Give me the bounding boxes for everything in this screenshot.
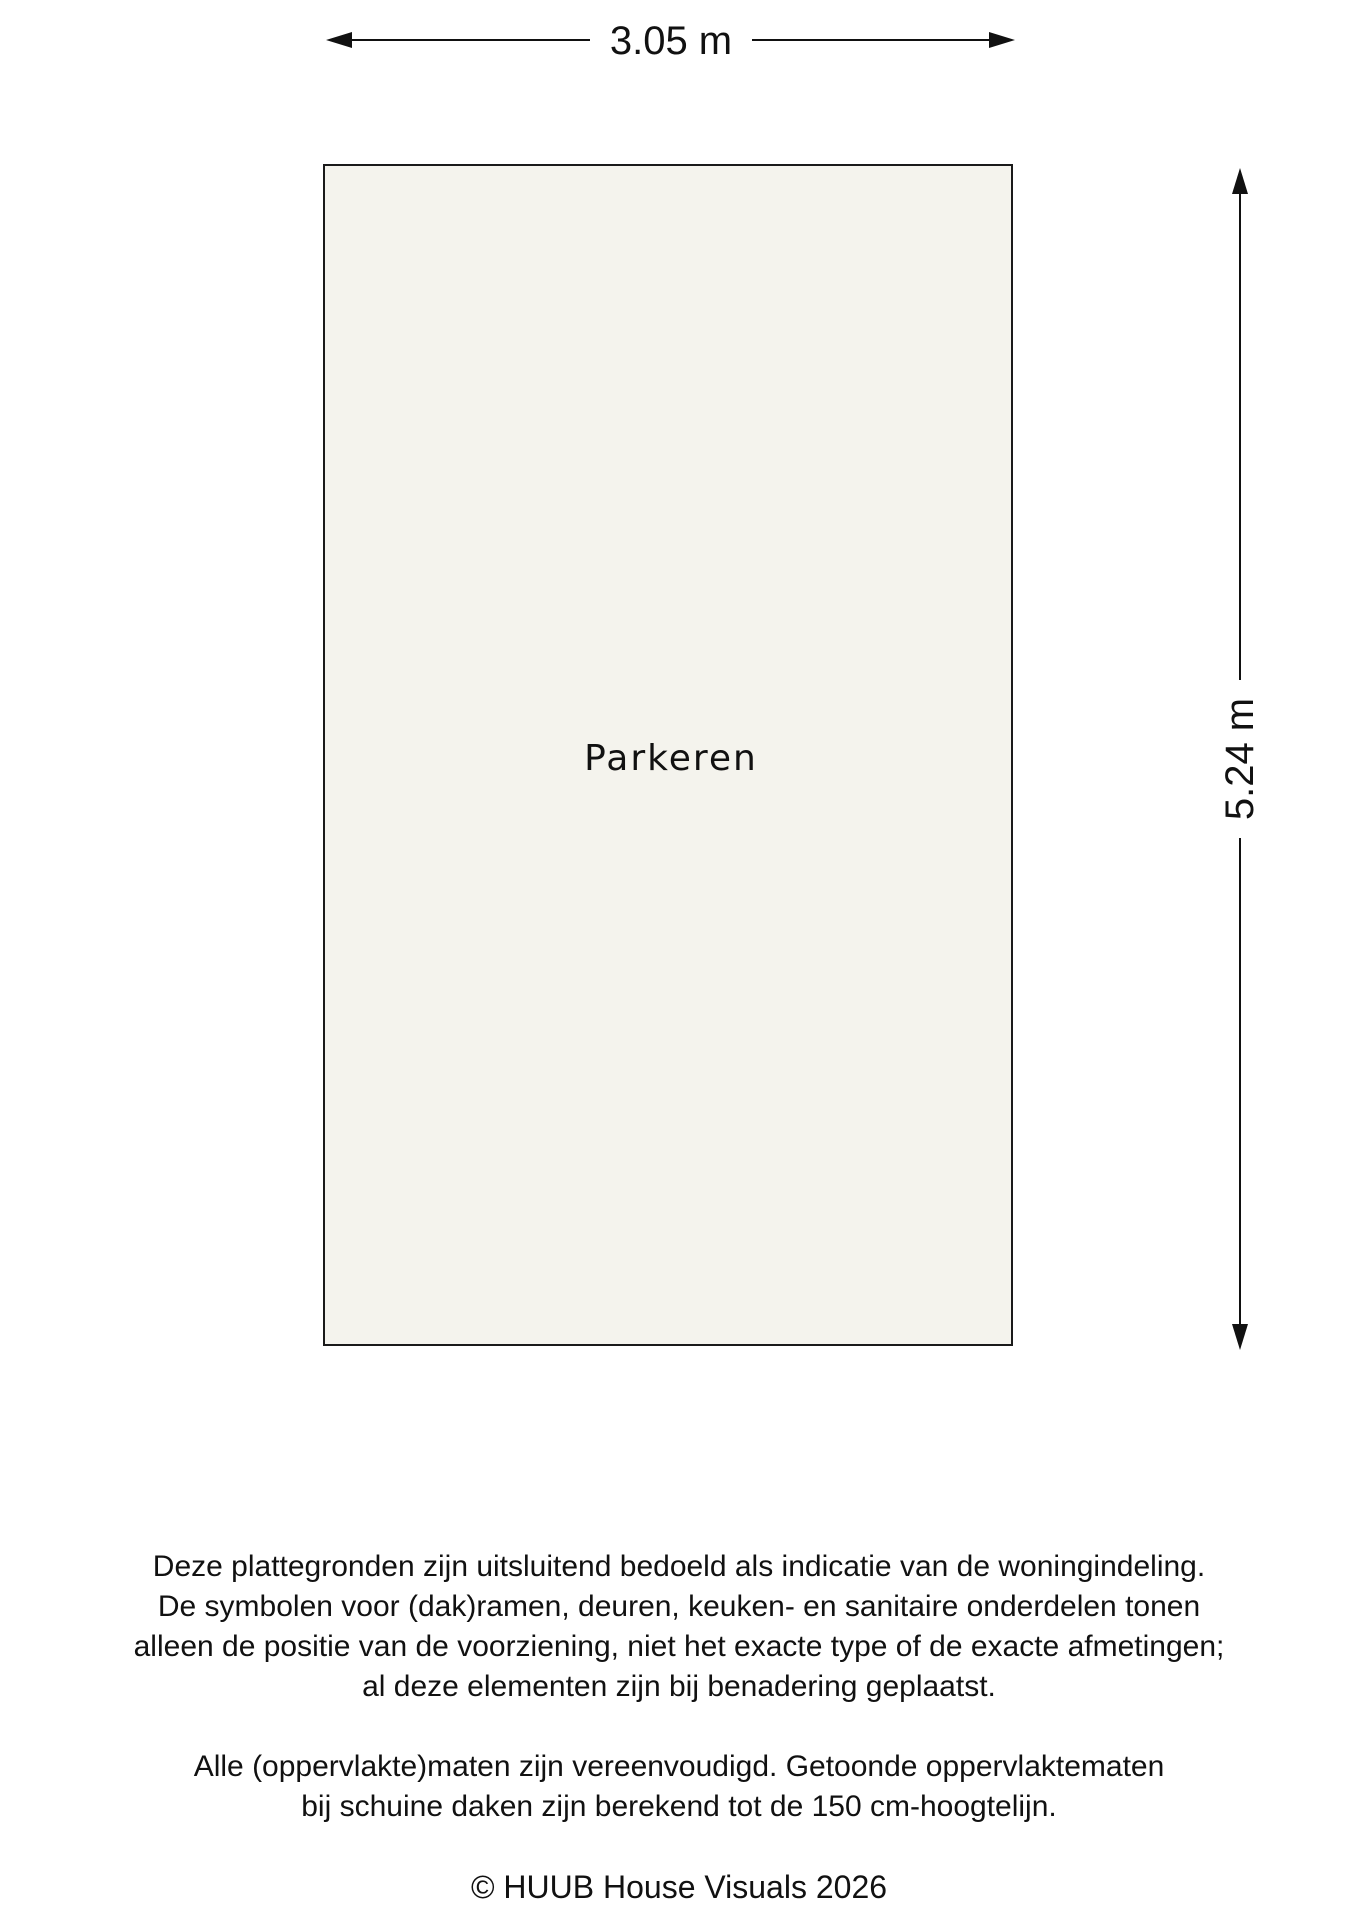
disclaimer-line: Deze plattegronden zijn uitsluitend bedoeld als indicatie van de woningindeling. (152, 1550, 1206, 1583)
disclaimer-text (0, 1547, 1358, 1827)
room-label: Parkeren (584, 738, 758, 779)
disclaimer-line: al deze elementen zijn bij benadering geplaatst. (362, 1670, 996, 1703)
depth-label: 5.24 m (1218, 697, 1262, 821)
room-parkeren (324, 165, 1012, 1345)
disclaimer-line: Alle (oppervlakte)maten zijn vereenvoudigd. Getoonde oppervlaktematen (193, 1750, 1165, 1783)
depth-arrow-top (1232, 168, 1248, 194)
disclaimer-line: De symbolen voor (dak)ramen, deuren, keuken- en sanitaire onderdelen tonen (157, 1590, 1201, 1623)
copyright-notice: © HUUB House Visuals 2026 (470, 1869, 888, 1905)
depth-dimension (1218, 168, 1262, 1350)
width-dimension (326, 19, 1015, 63)
disclaimer-line: alleen de positie van de voorziening, niet het exacte type of de exacte afmetingen; (133, 1630, 1225, 1663)
paragraph-spacer (0, 1707, 1358, 1747)
width-arrow-left (326, 32, 352, 48)
width-label: 3.05 m (609, 19, 733, 63)
disclaimer-line: bij schuine daken zijn berekend tot de 150 cm-hoogtelijn. (301, 1790, 1057, 1823)
depth-arrow-bottom (1232, 1324, 1248, 1350)
width-arrow-right (989, 32, 1015, 48)
